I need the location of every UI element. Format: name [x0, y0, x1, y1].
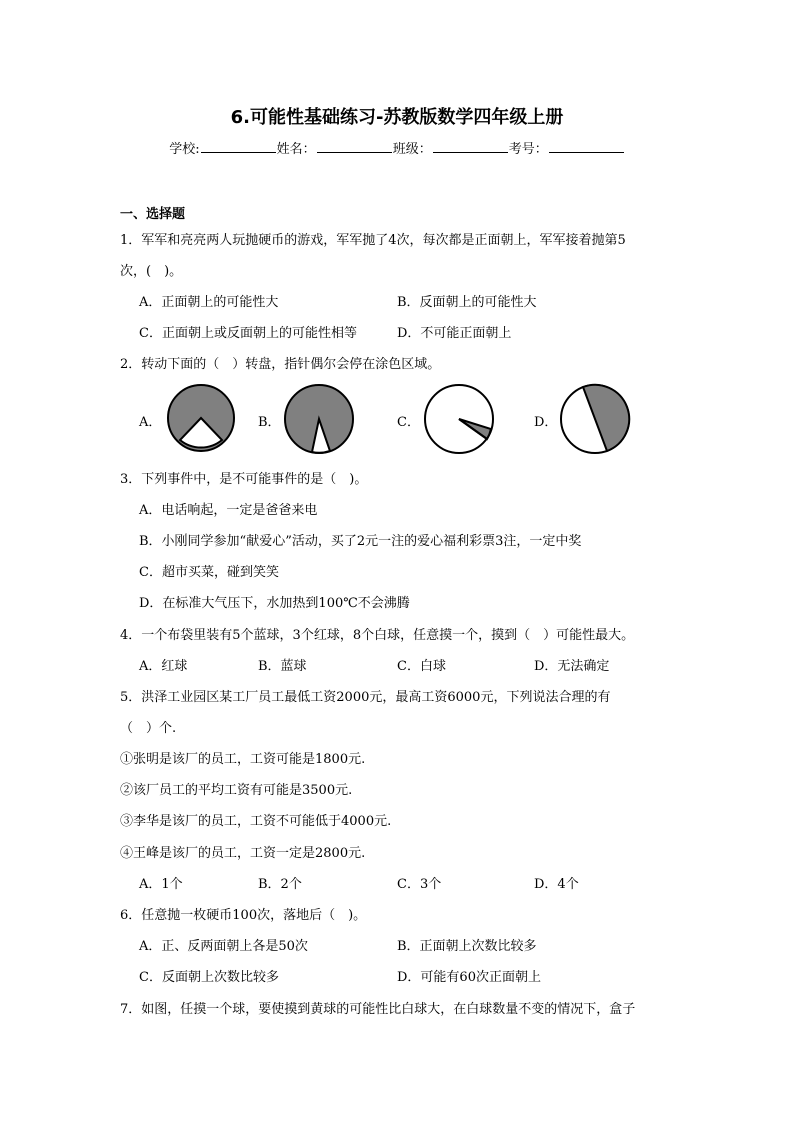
q3-option-a[interactable]: A．电话响起，一定是爸爸来电 — [139, 503, 318, 518]
spinner-b[interactable] — [279, 382, 359, 458]
q6-stem: 6．任意抛一枚硬币100次，落地后（ )。 — [120, 908, 367, 923]
q5-statement-2: ②该厂员工的平均工资有可能是3500元. — [120, 783, 353, 798]
spinner-d[interactable] — [557, 382, 637, 458]
q1-stem-line-1: 1．军军和亮亮两人玩抛硬币的游戏，军军抛了4次，每次都是正面朝上，军军接着抛第5 — [120, 233, 626, 248]
q1-option-a[interactable]: A．正面朝上的可能性大 — [139, 295, 279, 310]
q1-option-b[interactable]: B．反面朝上的可能性大 — [397, 295, 537, 310]
q2-option-a-label[interactable]: A． — [139, 415, 162, 430]
q4-option-d[interactable]: D．无法确定 — [534, 659, 610, 674]
q5-statement-4: ④王峰是该厂的员工，工资一定是2800元. — [120, 846, 366, 861]
q1-option-d[interactable]: D．不可能正面朝上 — [397, 326, 512, 341]
q5-option-b[interactable]: B．2个 — [258, 877, 302, 892]
q6-option-c[interactable]: C．反面朝上次数比较多 — [139, 970, 279, 985]
name-blank[interactable] — [317, 140, 392, 153]
q1-stem-line-2: 次，( )。 — [120, 264, 183, 279]
q5-stem-line-1: 5．洪泽工业园区某工厂员工最低工资2000元，最高工资6000元，下列说法合理的有 — [120, 690, 611, 705]
q2-option-c-label[interactable]: C． — [397, 415, 420, 430]
q3-option-c[interactable]: C．超市买菜，碰到笑笑 — [139, 565, 279, 580]
q5-option-c[interactable]: C．3个 — [397, 877, 442, 892]
section-heading: 一、选择题 — [120, 207, 186, 222]
spinner-a[interactable] — [160, 382, 240, 456]
q7-stem-line-1: 7．如图，任摸一个球，要使摸到黄球的可能性比白球大，在白球数量不变的情况下，盒子 — [120, 1002, 636, 1017]
q3-option-d[interactable]: D．在标准大气压下，水加热到100℃不会沸腾 — [139, 596, 410, 611]
page-title: 6.可能性基础练习-苏教版数学四年级上册 — [230, 107, 564, 128]
class-blank[interactable] — [433, 140, 508, 153]
q3-option-b[interactable]: B．小刚同学参加“献爱心”活动，买了2元一注的爱心福利彩票3注，一定中奖 — [139, 534, 582, 549]
q6-option-b[interactable]: B．正面朝上次数比较多 — [397, 939, 537, 954]
spinner-c[interactable] — [419, 382, 499, 458]
q3-stem: 3．下列事件中，是不可能事件的是（ )。 — [120, 472, 368, 487]
q5-option-d[interactable]: D．4个 — [534, 877, 579, 892]
q2-option-b-label[interactable]: B． — [258, 415, 281, 430]
student-info-line — [0, 138, 794, 157]
exam-no-label: 考号： — [508, 142, 548, 157]
q5-statement-1: ①张明是该厂的员工，工资可能是1800元. — [120, 752, 366, 767]
exam-no-blank[interactable] — [549, 140, 624, 153]
q5-stem-line-2: （ ）个. — [120, 721, 177, 736]
q6-option-a[interactable]: A．正、反两面朝上各是50次 — [139, 939, 308, 954]
school-blank[interactable] — [201, 140, 276, 153]
q2-stem: 2．转动下面的（ ）转盘，指针偶尔会停在涂色区域。 — [120, 357, 441, 372]
q5-option-a[interactable]: A．1个 — [139, 877, 183, 892]
q4-stem: 4．一个布袋里装有5个蓝球，3个红球，8个白球，任意摸一个，摸到（ ）可能性最大。 — [120, 628, 635, 643]
class-label: 班级： — [392, 142, 432, 157]
q1-option-c[interactable]: C．正面朝上或反面朝上的可能性相等 — [139, 326, 357, 341]
q4-option-b[interactable]: B．蓝球 — [258, 659, 307, 674]
school-label: 学校: — [169, 142, 200, 157]
q2-option-d-label[interactable]: D． — [534, 415, 558, 430]
name-label: 姓名： — [276, 142, 316, 157]
q4-option-a[interactable]: A．红球 — [139, 659, 188, 674]
q4-option-c[interactable]: C．白球 — [397, 659, 446, 674]
q6-option-d[interactable]: D．可能有60次正面朝上 — [397, 970, 541, 985]
q5-statement-3: ③李华是该厂的员工，工资不可能低于4000元. — [120, 814, 392, 829]
